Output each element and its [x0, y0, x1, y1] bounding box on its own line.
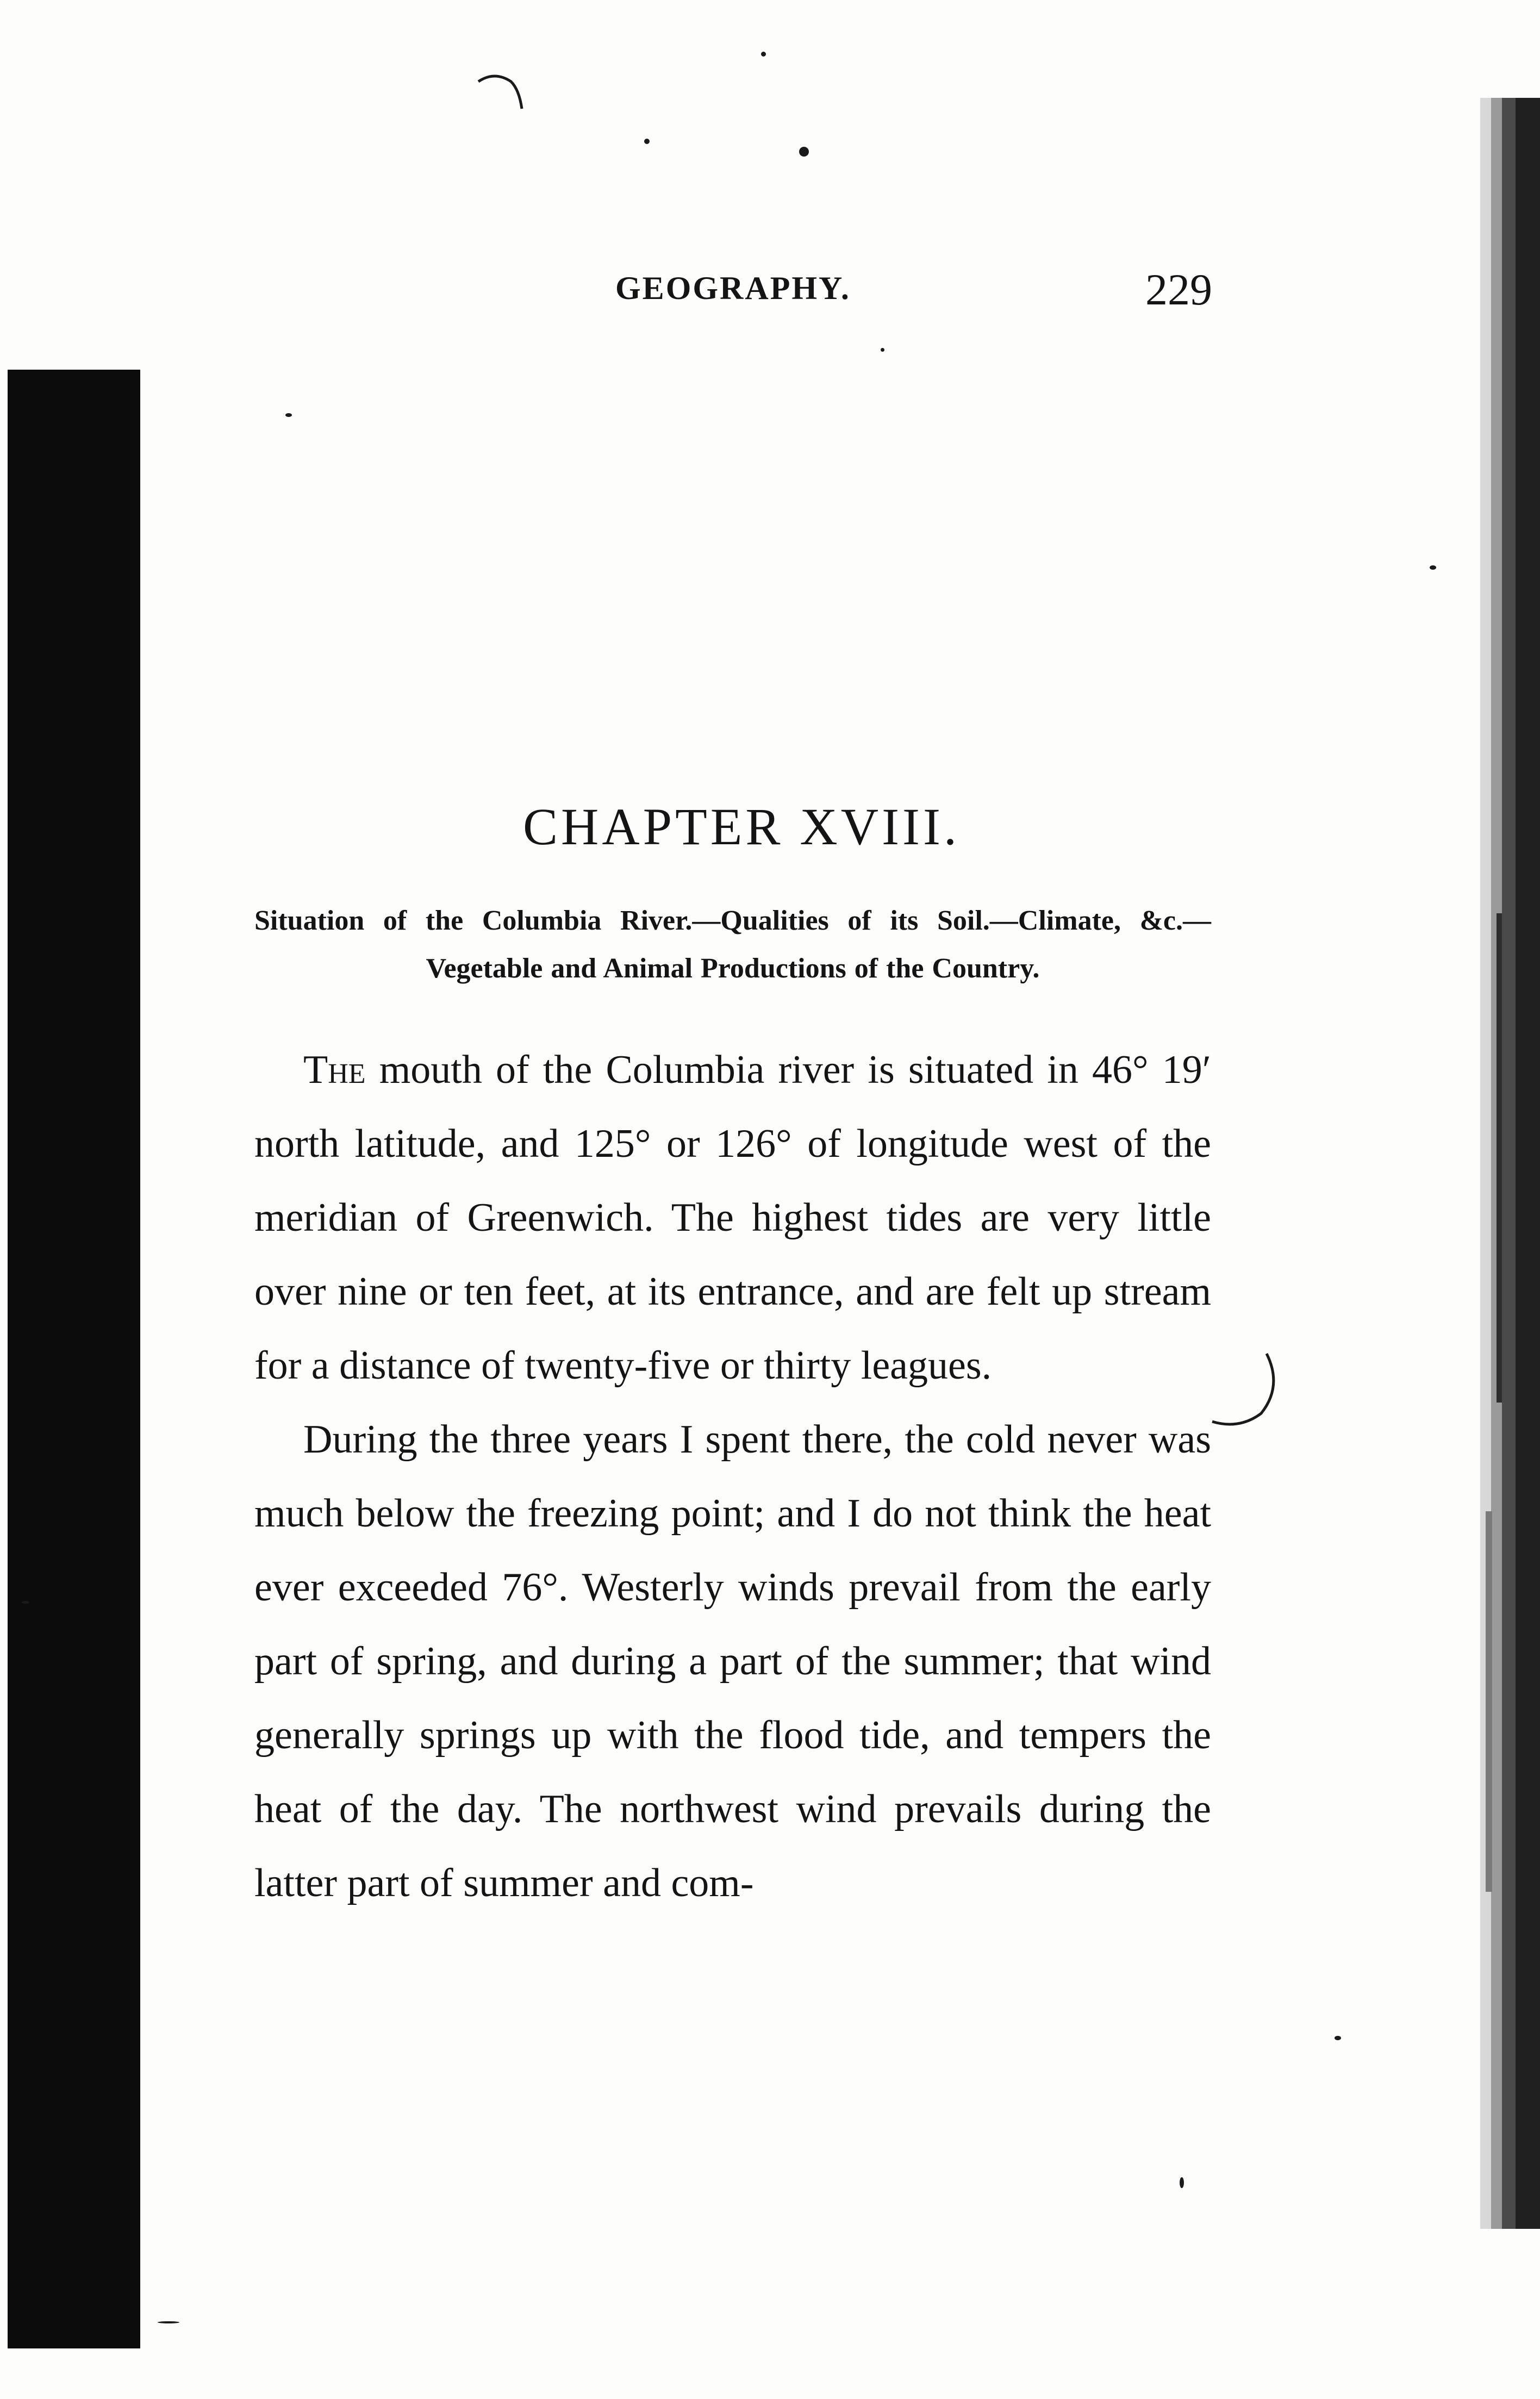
speck	[158, 2321, 179, 2323]
scanned-page-edge	[1458, 98, 1540, 2229]
speck	[1335, 2036, 1341, 2040]
paragraph-lead-word: The	[303, 1048, 366, 1092]
chapter-heading: CHAPTER XVIII.	[523, 797, 960, 856]
page-number: 229	[1145, 265, 1212, 314]
paragraph	[254, 1033, 1211, 1403]
chapter-summary: Situation of the Columbia River.—Qualities of its Soil.—Climate, &c.—Vegetable and Animal Productions of the Country.	[254, 905, 1211, 984]
speck	[881, 348, 884, 352]
speck	[22, 1601, 29, 1604]
speck	[799, 147, 809, 157]
speck	[1180, 2177, 1184, 2188]
speck	[285, 413, 292, 417]
body-text	[254, 1033, 1211, 1920]
running-head	[609, 266, 1212, 321]
paragraph: During the three years I spent there, the cold never was much below the freezing point; and I do not think the heat ever exceeded 76°. Westerly winds prevail from the early part of spring, and during a part of the summer; that wind generally springs up with the flood tide, and tempers the heat of the day. The northwest wind prevails during the latter part of summer and com-	[254, 1417, 1211, 1905]
pen-mark-top	[473, 65, 538, 114]
paragraph-text: mouth of the Columbia river is situated in 46° 19′ north latitude, and 125° or 126° of longitude west of the meridian of Greenwich. The highest tides are very little over nine or ten feet, at its entrance, and are felt up stream for a distance of twenty-five or thirty leagues.	[254, 1048, 1211, 1388]
pen-mark-margin	[1201, 1348, 1283, 1435]
running-title: GEOGRAPHY.	[615, 270, 851, 306]
binding-shadow	[8, 370, 140, 2348]
speck	[761, 52, 766, 57]
speck	[644, 139, 650, 144]
speck	[1430, 565, 1436, 570]
